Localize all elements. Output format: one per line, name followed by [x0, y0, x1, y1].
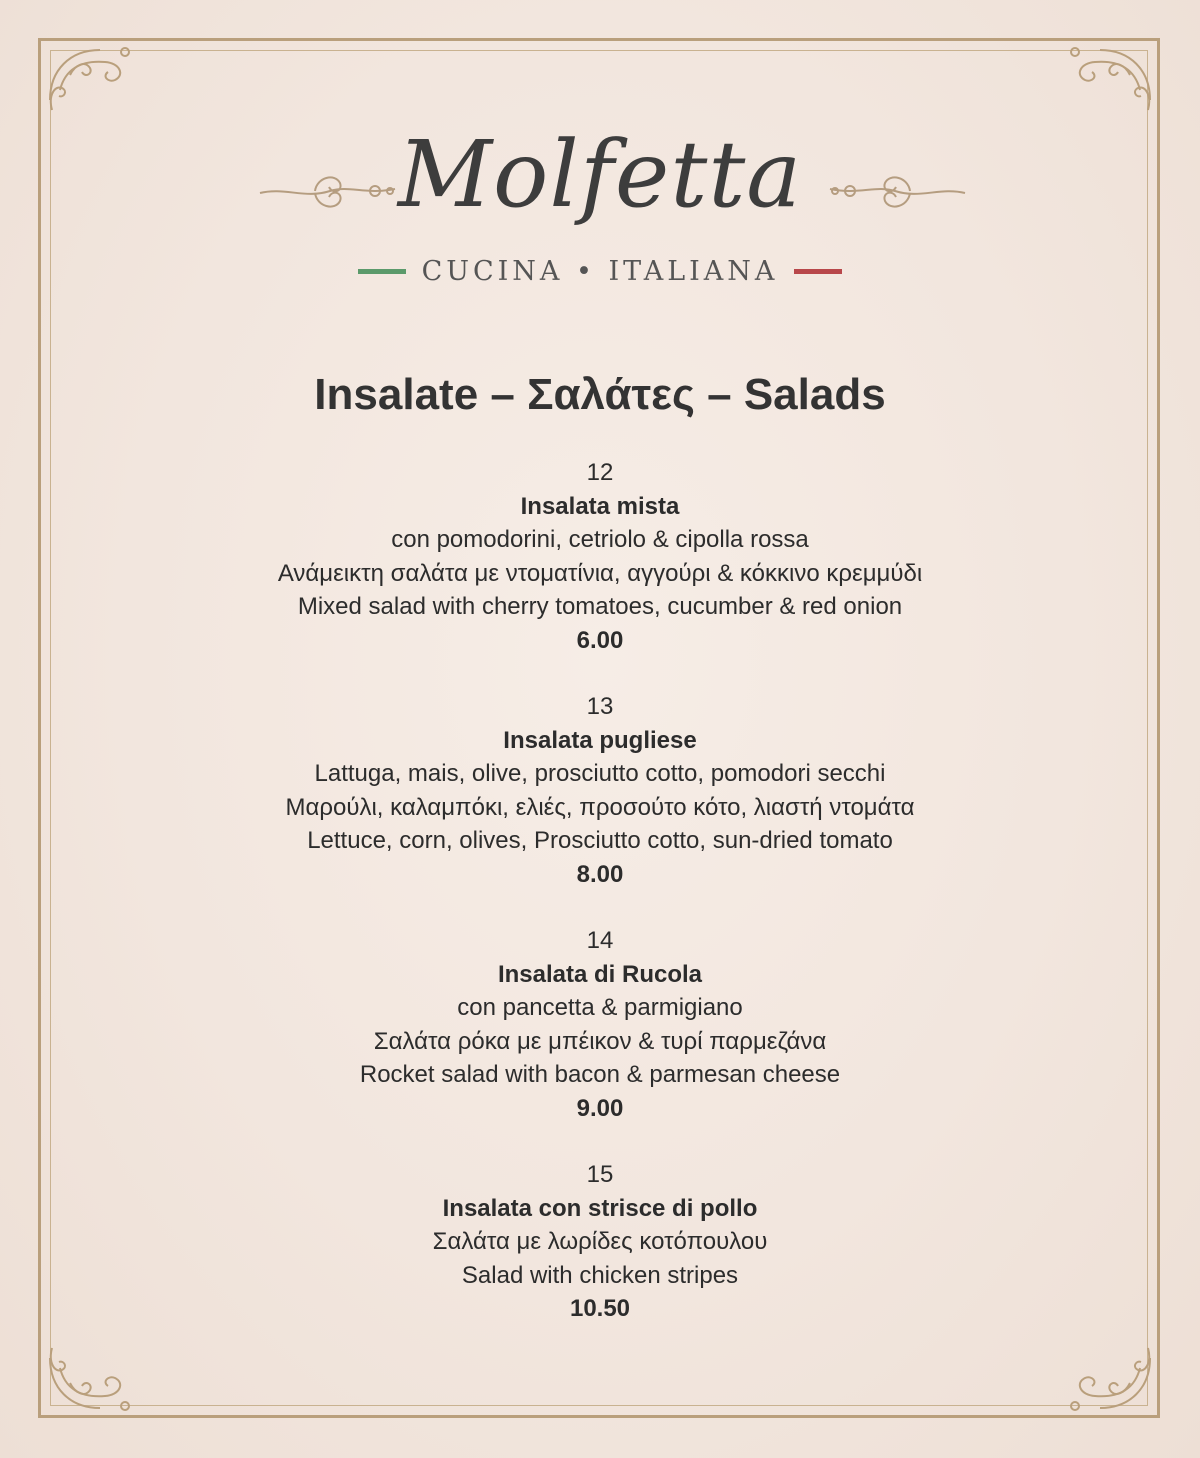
- italian-flag-green-line: [358, 269, 406, 274]
- item-name: Insalata con strisce di pollo: [442, 1194, 758, 1222]
- corner-ornament-icon: [30, 30, 150, 120]
- item-description-greek: Σαλάτα με λωρίδες κοτόπουλου: [432, 1228, 768, 1255]
- italian-flag-red-line: [794, 269, 842, 274]
- item-description-italian: Lattuga, mais, olive, prosciutto cotto, pomodori secchi: [314, 760, 886, 787]
- item-description-greek: Ανάμεικτη σαλάτα με ντοματίνια, αγγούρι & κόκκινο κρεμμύδι: [277, 559, 923, 587]
- restaurant-tagline: CUCINA • ITALIANA: [421, 256, 779, 287]
- tagline-row: [0, 256, 1200, 287]
- menu-list: [0, 456, 1200, 1359]
- restaurant-logo: [0, 115, 1200, 235]
- corner-ornament-icon: [1050, 30, 1170, 120]
- item-description-english: Rocket salad with bacon & parmesan cheese: [359, 1061, 841, 1088]
- section-title: Insalate – Σαλάτες – Salads: [314, 370, 886, 419]
- item-name: Insalata pugliese: [503, 726, 697, 754]
- menu-item: [0, 456, 1200, 657]
- item-description-italian: con pomodorini, cetriolo & cipolla rossa: [391, 526, 809, 553]
- item-price: 10.50: [569, 1295, 631, 1322]
- item-description-english: Lettuce, corn, olives, Prosciutto cotto, sun-dried tomato: [307, 827, 893, 854]
- item-number: 12: [586, 459, 614, 486]
- menu-item: [0, 690, 1200, 891]
- item-description-english: Mixed salad with cherry tomatoes, cucumber & red onion: [297, 593, 903, 620]
- item-description-english: Salad with chicken stripes: [461, 1261, 739, 1289]
- item-description-greek: Μαρούλι, καλαμπόκι, ελιές, προσούτο κότο, λιαστή ντομάτα: [285, 793, 915, 821]
- restaurant-name: Molfetta: [397, 121, 803, 228]
- item-price: 9.00: [576, 1094, 624, 1122]
- item-price: 8.00: [576, 860, 624, 888]
- item-number: 13: [586, 693, 614, 720]
- item-name: Insalata di Rucola: [497, 960, 703, 988]
- item-number: 14: [586, 927, 614, 954]
- menu-item: [0, 924, 1200, 1125]
- item-name: Insalata mista: [520, 492, 680, 520]
- menu-item: [0, 1158, 1200, 1326]
- item-description-italian: con pancetta & parmigiano: [457, 994, 743, 1021]
- item-description-greek: Σαλάτα ρόκα με μπέικον & τυρί παρμεζάνα: [373, 1027, 827, 1055]
- item-number: 15: [586, 1161, 614, 1188]
- item-price: 6.00: [576, 626, 624, 654]
